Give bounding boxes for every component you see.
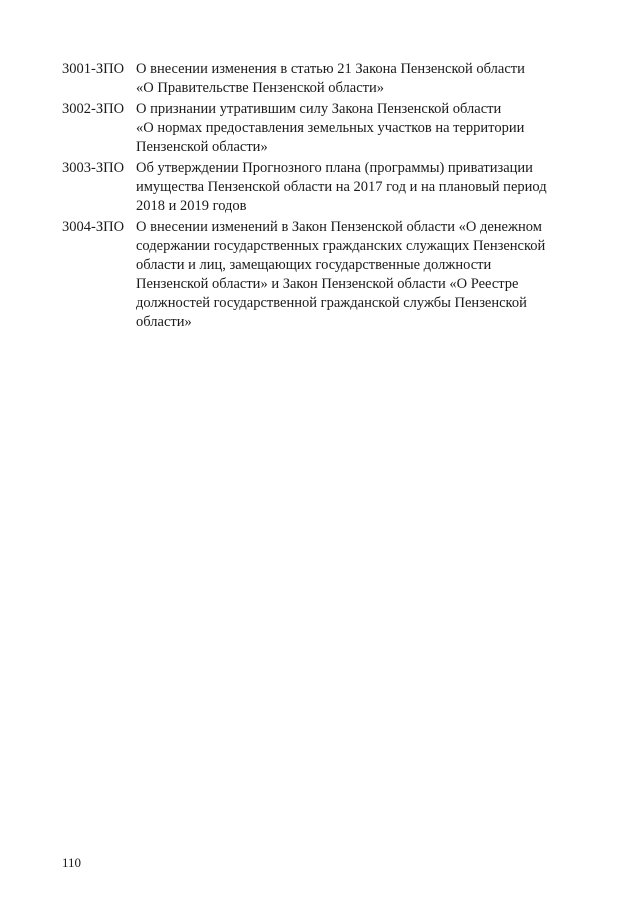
law-title	[136, 218, 582, 332]
law-entry-3004	[62, 218, 582, 332]
law-title-line: «О Правительстве Пензенской области»	[136, 80, 385, 96]
law-title-line: области»	[136, 314, 192, 330]
law-entry-3003	[62, 159, 582, 216]
law-entry-3001	[62, 60, 582, 98]
law-number: 3004-ЗПО	[62, 219, 125, 235]
law-title-line: «О нормах предоставления земельных участков на территории	[136, 120, 525, 136]
law-title-line: 2018 и 2019 годов	[136, 198, 247, 214]
law-title	[136, 60, 582, 98]
law-title-line: Пензенской области» и Закон Пензенской области «О Реестре	[136, 276, 519, 292]
law-title-line: Пензенской области»	[136, 139, 268, 155]
law-title-line: содержании государственных гражданских служащих Пензенской	[136, 238, 546, 254]
law-title-line: О признании утратившим силу Закона Пензенской области	[136, 101, 502, 117]
law-title-line: имущества Пензенской области на 2017 год и на плановый период	[136, 179, 547, 195]
law-entry-3002	[62, 100, 582, 157]
law-number: 3002-ЗПО	[62, 101, 125, 117]
law-title-line: области и лиц, замещающих государственные должности	[136, 257, 492, 273]
law-list	[62, 60, 582, 334]
law-title	[136, 159, 582, 216]
law-number: 3001-ЗПО	[62, 61, 125, 77]
law-title-line: Об утверждении Прогнозного плана (программы) приватизации	[136, 160, 533, 176]
law-title-line: О внесении изменений в Закон Пензенской области «О денежном	[136, 219, 542, 235]
law-title-line: должностей государственной гражданской службы Пензенской	[136, 295, 527, 311]
page-number: 110	[62, 855, 82, 870]
law-title	[136, 100, 582, 157]
law-title-line: О внесении изменения в статью 21 Закона Пензенской области	[136, 61, 525, 77]
law-number: 3003-ЗПО	[62, 160, 125, 176]
